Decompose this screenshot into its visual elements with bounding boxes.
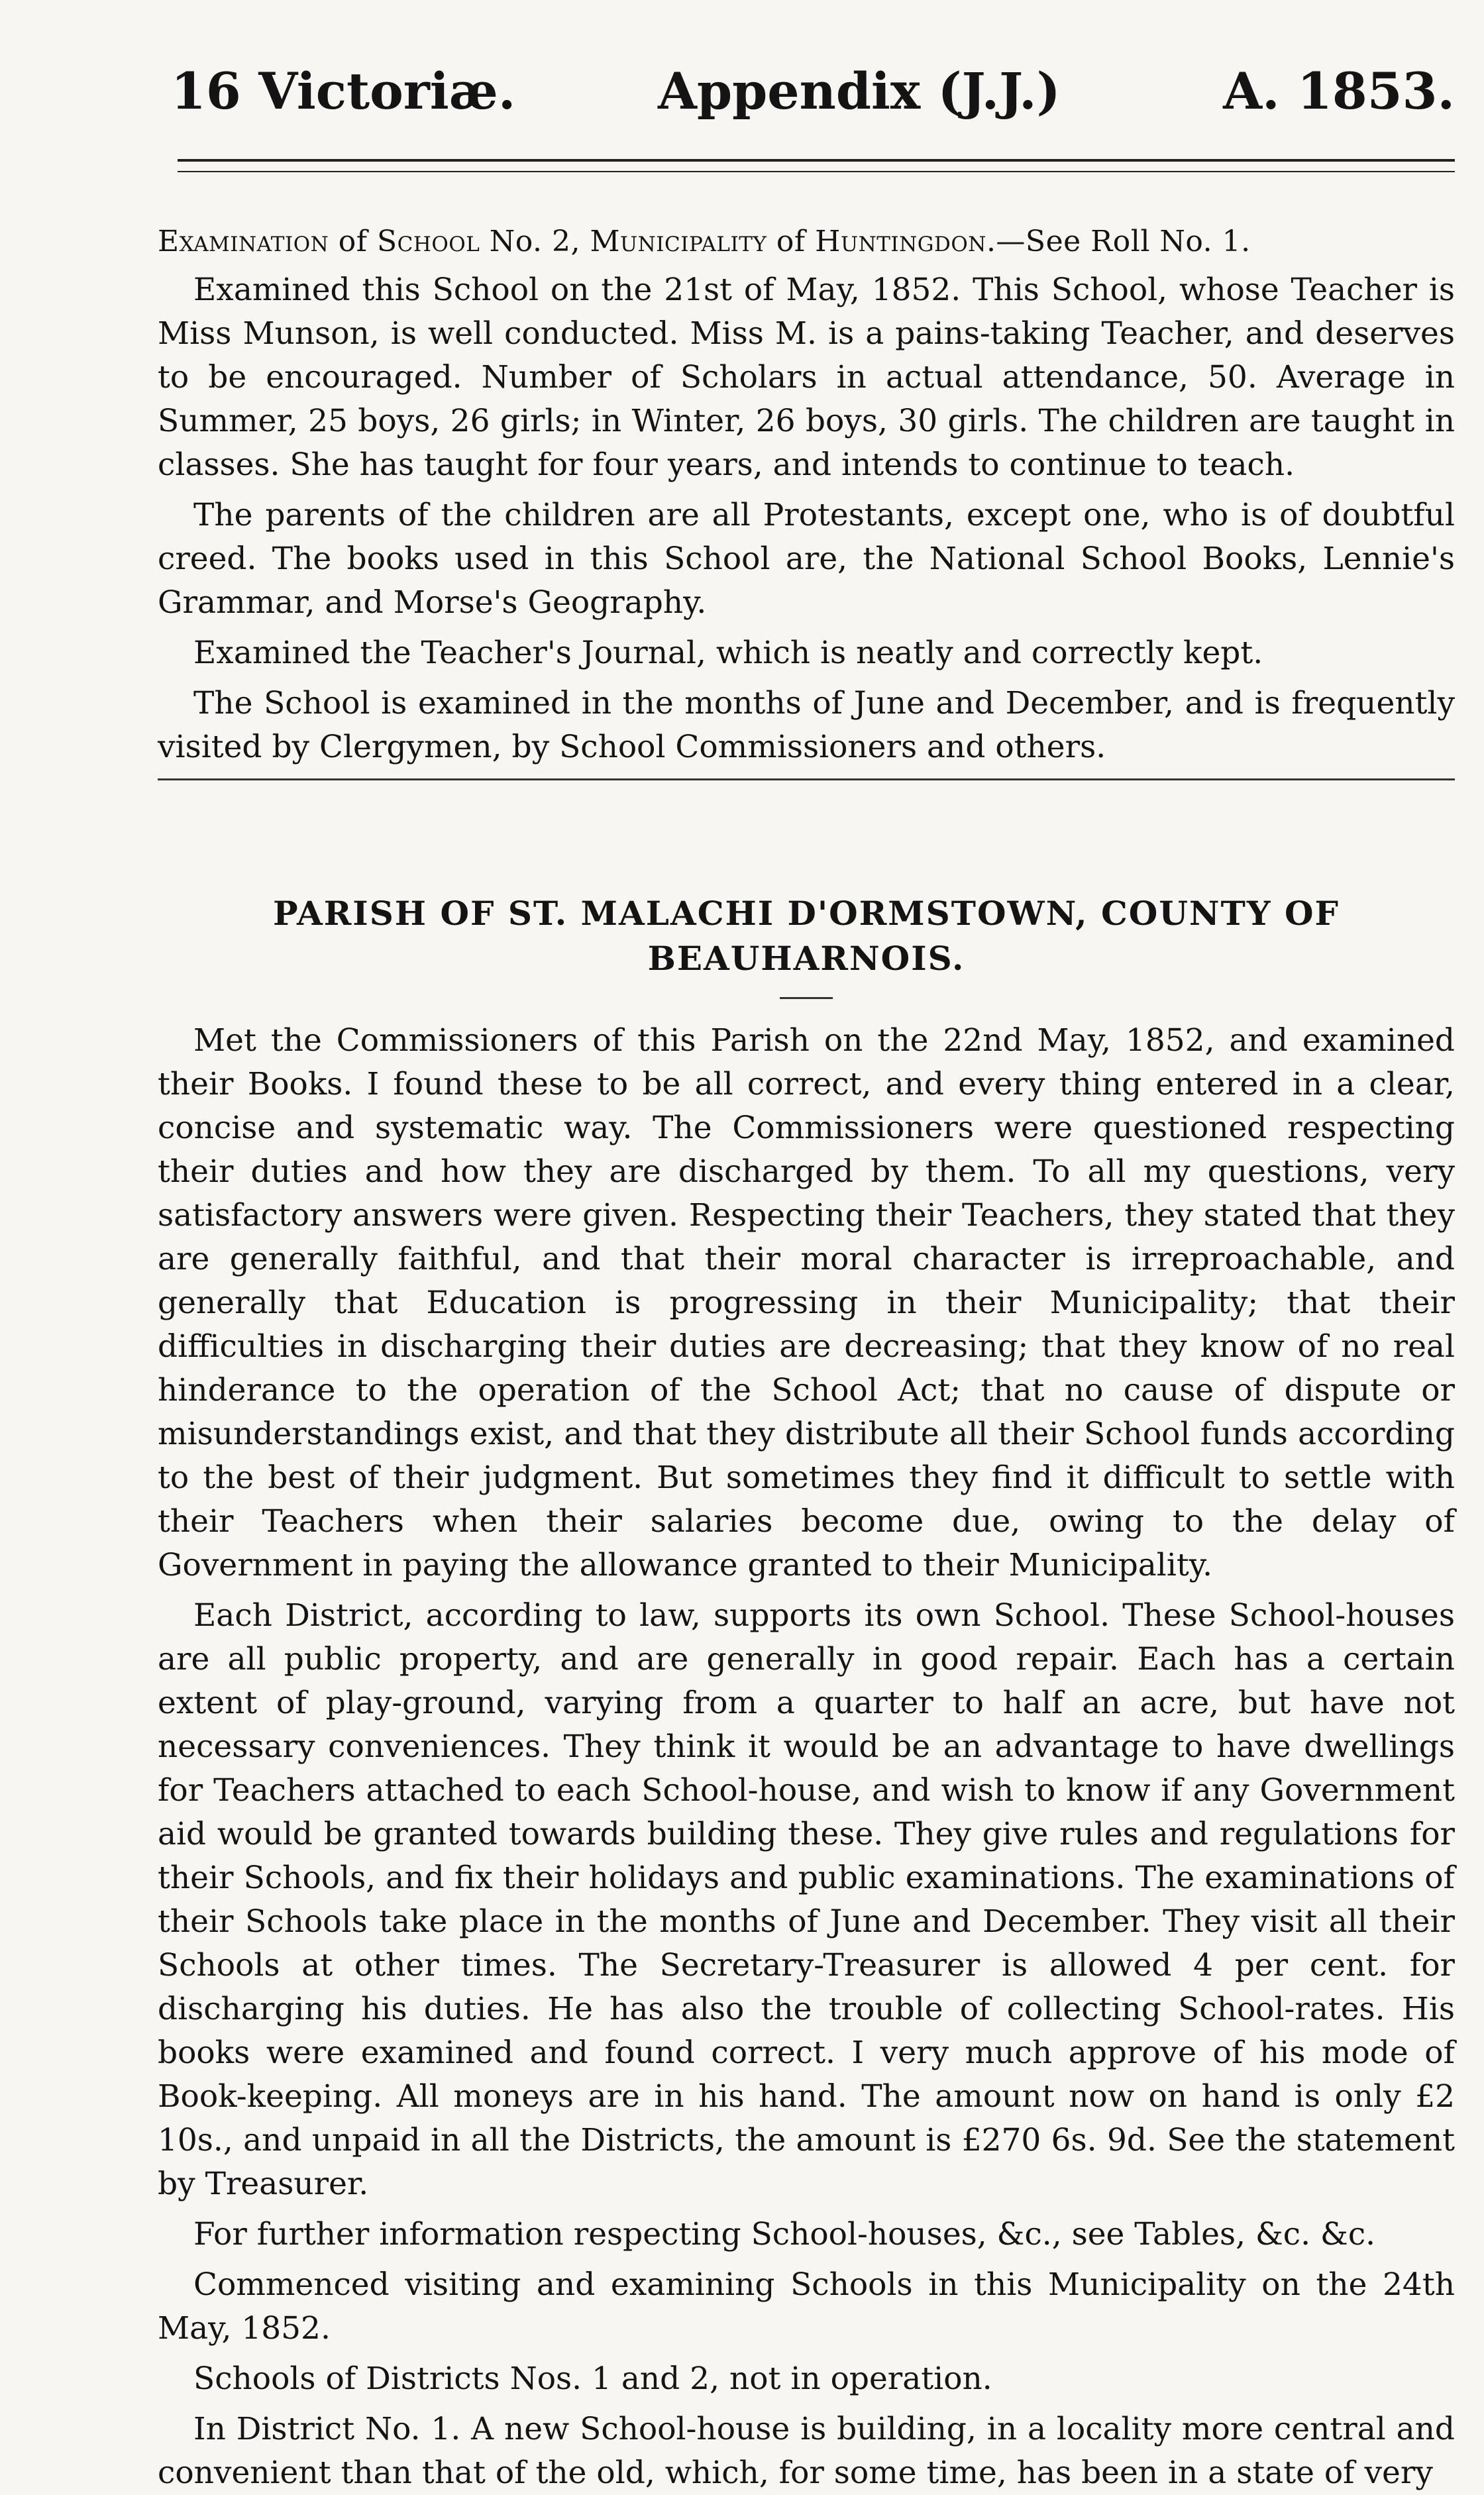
section-divider-rule [158, 778, 1455, 780]
heading-school: School [377, 225, 480, 258]
paragraph: Met the Commissioners of this Parish on the 22nd May, 1852, and examined their Books. I found these to be all correct, and every thing entered in a clear, concise and systematic way. The Commissioners were questioned respecting their duties and how they are discharged by them. To all my questions, very satisfactory answers were given. Respecting their Teachers, they stated that they are generally faithful, and that their moral character is irreproachable, and generally that Education is progressing in their Municipality; that their difficulties in discharging their duties are decreasing; that they know of no real hinderance to the operation of the School Act; that no cause of dispute or misunderstandings exist, and that they distribute all their School funds according to the best of their judgment. But sometimes they find it difficult to settle with their Teachers when their salaries become due, owing to the delay of Government in paying the allowance granted to their Municipality. [158, 1022, 1455, 1583]
heading-examination: Examination [158, 225, 329, 258]
paragraph: In District No. 1. A new School-house is building, in a locality more central and convenient than that of the old, which, for some time, has been in a state of very [158, 2411, 1455, 2491]
paragraph: Each District, according to law, supports its own School. These School-houses are all public property, and are generally in good repair. Each has a certain extent of play-ground, varying from a quarter to half an acre, but have not necessary conveniences. They think it would be an advantage to have dwellings for Teachers attached to each School-house, and wish to know if any Government aid would be granted towards building these. They give rules and regulations for their Schools, and fix their holidays and public examinations. The examinations of their Schools take place in the months of June and December. They visit all their Schools at other times. The Secretary-Treasurer is allowed 4 per cent. for discharging his duties. He has also the trouble of collecting School-rates. His books were examined and found correct. I very much approve of his mode of Book-keeping. All moneys are in his hand. The amount now on hand is only £2 10s., and unpaid in all the Districts, the amount is £270 6s. 9d. See the statement by Treasurer. [158, 1597, 1455, 2202]
header-session: 16 Victoriæ. [171, 62, 516, 121]
section-heading [158, 215, 1455, 268]
paragraph: Commenced visiting and examining Schools in this Municipality on the 24th May, 1852. [158, 2266, 1455, 2347]
document-page [158, 53, 1455, 2491]
paragraph: The parents of the children are all Protestants, except one, who is of doubtful creed. The books used in this School are, the National School Books, Lennie's Grammar, and Morse's Geography. [158, 497, 1455, 621]
heading-number: No. 2, [480, 225, 590, 258]
paragraph: The School is examined in the months of June and December, and is frequently visited by Clergymen, by School Commissioners and others. [158, 685, 1455, 765]
paragraph: Examined the Teacher's Journal, which is neatly and correctly kept. [193, 635, 1263, 671]
heading-place: Huntingdon [815, 225, 986, 258]
paragraph: Schools of Districts Nos. 1 and 2, not in operation. [193, 2361, 992, 2397]
title-short-rule [780, 997, 833, 999]
header-double-rule [178, 159, 1455, 172]
header-appendix: Appendix (J.J.) [658, 62, 1061, 121]
header-year: A. 1853. [1223, 62, 1455, 121]
heading-of-2: of [767, 225, 816, 258]
paragraph: Examined this School on the 21st of May, 1852. This School, whose Teacher is Miss Munson, is well conducted. Miss M. is a pains-taking Teacher, and deserves to be encouraged. Number of Scholars in actual attendance, 50. Average in Summer, 25 boys, 26 girls; in Winter, 26 boys, 30 girls. The children are taught in classes. She has taught for four years, and intends to continue to teach. [158, 272, 1455, 483]
parish-title: PARISH OF ST. MALACHI D'ORMSTOWN, COUNTY OF BEAUHARNOIS. [273, 894, 1340, 978]
heading-roll-reference: .—See Roll No. 1. [986, 225, 1251, 258]
heading-of: of [329, 225, 377, 258]
section-huntingdon [158, 215, 1455, 769]
paragraph: For further information respecting School-houses, &c., see Tables, &c. &c. [193, 2216, 1376, 2253]
page-header [158, 53, 1455, 139]
heading-municipality: Municipality [590, 225, 767, 258]
section-ormstown [158, 891, 1455, 2495]
